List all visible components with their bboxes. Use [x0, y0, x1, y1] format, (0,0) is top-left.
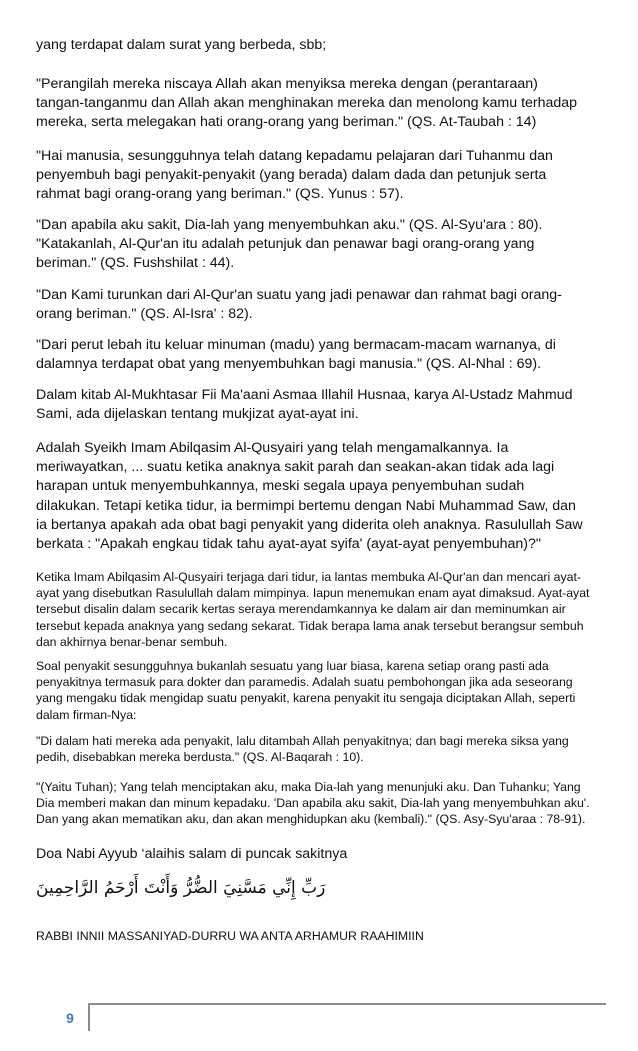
paragraph-syuara-fushshilat: "Dan apabila aku sakit, Dia-lah yang menyembuhkan aku." (QS. Al-Syu'ara : 80). "Katakanlah, Al-Qur'an itu adalah petunjuk dan penawar bagi orang-orang yang beriman." (QS. Fushshilat : 44). [36, 217, 543, 272]
prayer-transliteration: RABBI INNII MASSANIYAD-DURRU WA ANTA ARHAMUR RAAHIMIIN [36, 929, 424, 943]
arabic-prayer: رَبِّ إِنِّي مَسَّنِيَ الضُّرُّ وَأَنْتَ أَرْحَمُ الرَّاحِمِينَ [36, 878, 326, 898]
paragraph-yunus: "Hai manusia, sesungguhnya telah datang kepadamu pelajaran dari Tuhanmu dan penyembuh bagi penyakit-penyakit (yang berada) dalam dada dan petunjuk serta rahmat bagi orang-orang yang beriman." (QS. Yunus : 57). [36, 148, 553, 203]
paragraph-intro: yang terdapat dalam surat yang berbeda, sbb; [36, 37, 327, 53]
paragraph-al-baqarah: "Di dalam hati mereka ada penyakit, lalu ditambah Allah penyakitnya; dan bagi mereka siksa yang pedih, disebabkan mereka berdusta." (QS. Al-Baqarah : 10). [36, 734, 569, 765]
footer-rule [88, 1003, 606, 1005]
paragraph-al-qusyairi-story: Adalah Syeikh Imam Abilqasim Al-Qusyairi yang telah mengamalkannya. Ia meriwayatkan, ... suatu ketika anaknya sakit parah dan seakan-akan tidak ada lagi harapan untuk menyembuhkannya, meski segala upaya penyembuhan sudah dilakukan. Tetapi ketika tidur, ia bermimpi bertemu dengan Nabi Muhammad Saw, dan ia bertanya apakah ada obat bagi penyakit yang diderita oleh anaknya. Rasulullah Saw berkata : "Apakah engkau tidak tahu ayat-ayat syifa' (ayat-ayat penyembuhan)?" [36, 440, 583, 553]
paragraph-awakening: Ketika Imam Abilqasim Al-Qusyairi terjaga dari tidur, ia lantas membuka Al-Qur'an dan mencari ayat- ayat yang disebutkan Rasulullah dalam mimpinya. Iapun menemukan enam ayat dimaksud. Ayat-ayat tersebut disalin dalam secarik kertas seraya merendamkannya ke dalam air dan meminumkan air tersebut kepada anaknya yang sedang sekarat. Tidak berapa lama anak tersebut berangsur sembuh dan akhirnya benar-benar sembuh. [36, 570, 590, 649]
paragraph-al-isra: "Dan Kami turunkan dari Al-Qur'an suatu yang jadi penawar dan rahmat bagi orang- orang beriman." (QS. Al-Isra' : 82). [36, 287, 562, 323]
paragraph-soal-penyakit: Soal penyakit sesungguhnya bukanlah sesuatu yang luar biasa, karena setiap orang pasti ada penyakitnya termasuk para dokter dan paramedis. Adalah suatu pembohongan jika ada seseorang yang mengaku tidak mengidap suatu penyakit, karena penyakit itu sengaja diciptakan Allah, seperti dalam firman-Nya: [36, 659, 576, 722]
paragraph-al-nahl: "Dari perut lebah itu keluar minuman (madu) yang bermacam-macam warnanya, di dalamnya terdapat obat yang menyembuhkan bagi manusia." (QS. Al-Nhal : 69). [36, 337, 556, 373]
paragraph-asy-syuaraa: "(Yaitu Tuhan); Yang telah menciptakan aku, maka Dia-lah yang menunjuki aku. Dan Tuhanku; Yang Dia memberi makan dan minum kepadaku. 'Dan apabila aku sakit, Dia-lah yang menyembuhkan aku'. Dan yang akan mematikan aku, dan akan menghidupkan aku (kembali)." (QS. Asy-Syu'araa : 78-91). [36, 780, 590, 827]
heading-doa-nabi-ayyub: Doa Nabi Ayyub ‘alaihis salam di puncak sakitnya [36, 846, 348, 862]
footer-divider [88, 1003, 90, 1031]
page-number: 9 [66, 1010, 74, 1026]
paragraph-at-taubah: "Perangilah mereka niscaya Allah akan menyiksa mereka dengan (perantaraan) tangan-tanganmu dan Allah akan menghinakan mereka dan menolong kamu terhadap mereka, serta melegakan hati orang-orang yang beriman." (QS. At-Taubah : 14) [36, 76, 578, 131]
paragraph-al-mukhtasar: Dalam kitab Al-Mukhtasar Fii Ma'aani Asmaa Illahil Husnaa, karya Al-Ustadz Mahmud Sami, ada dijelaskan tentang mukjizat ayat-ayat ini. [36, 387, 573, 423]
